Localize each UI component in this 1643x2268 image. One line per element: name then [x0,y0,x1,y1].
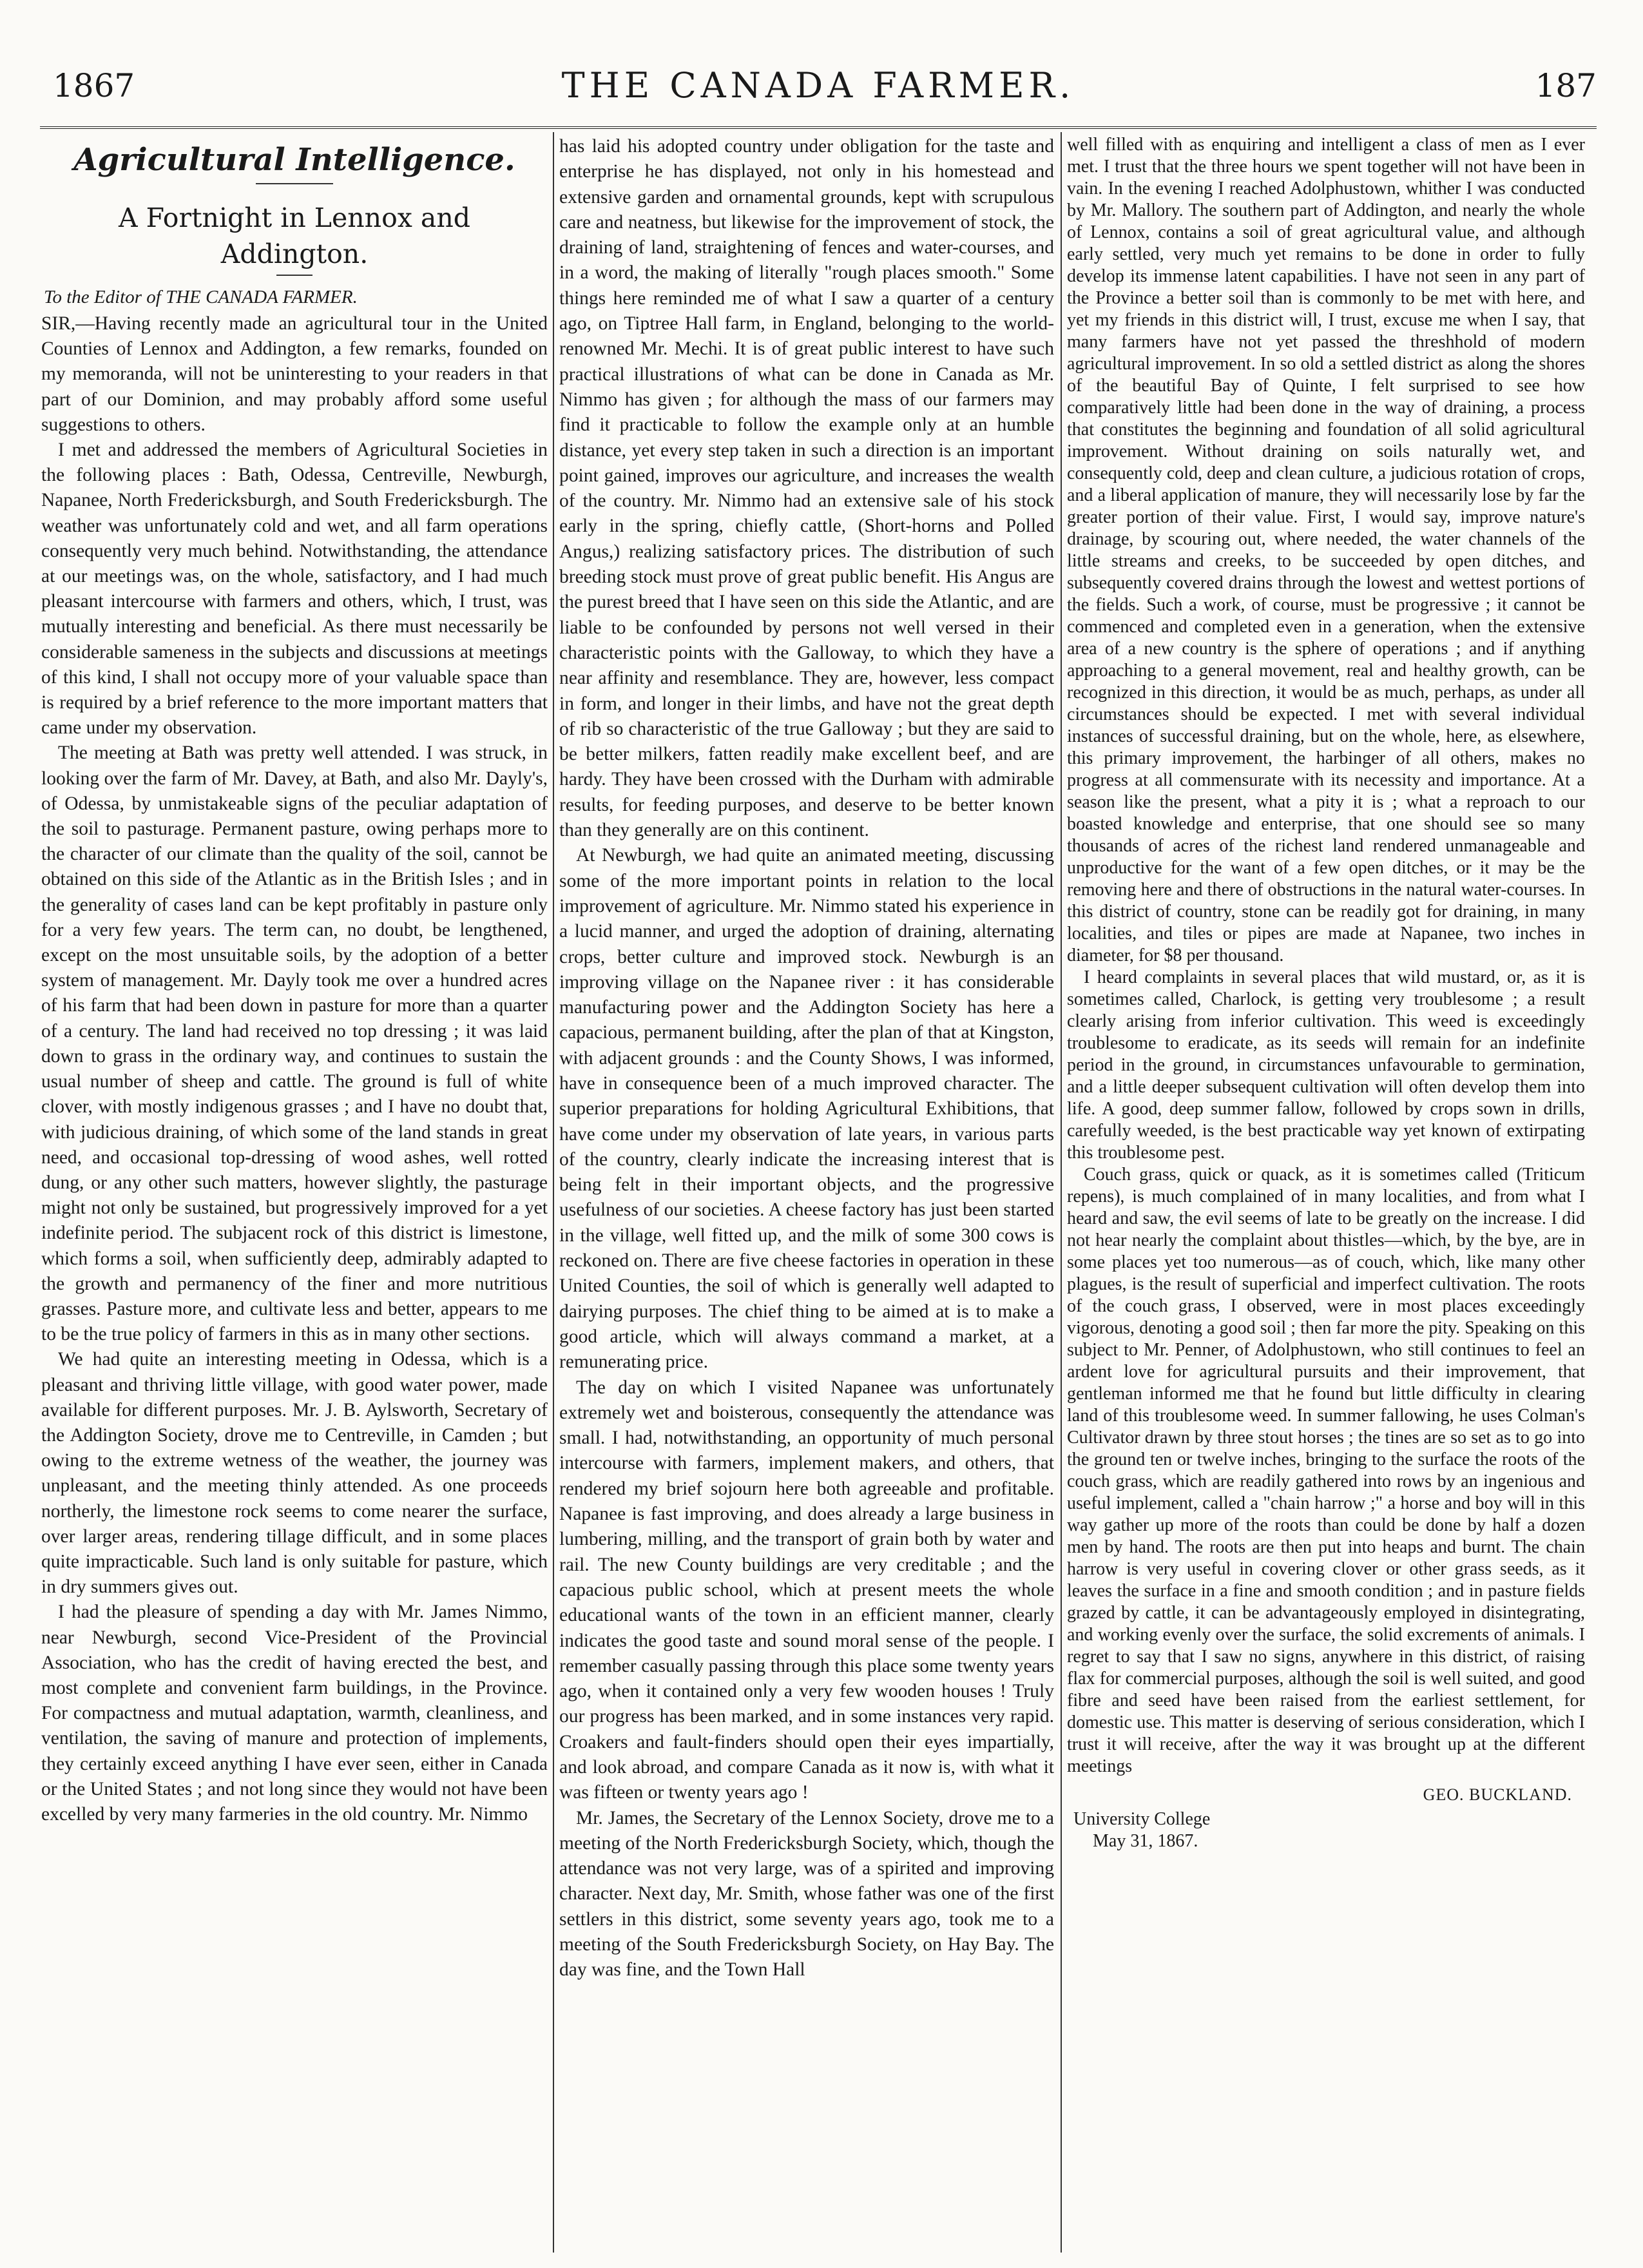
paragraph: I heard complaints in several places that wild mustard, or, as it is sometimes called, Charlock, is getting very troublesome ; a result clearly arising from inferior cultivation. This weed is exceedingly troublesome to eradicate, as its seeds will remain for an indefinite period in the ground, in circumstances unfavourable to germination, and a little deeper subsequent cultivation will often develop them into life. A good, deep summer fallow, followed by crops sown in drills, carefully weeded, is the best practicable way yet known of extirpating this troublesome pest. [1067,967,1585,1163]
page-header [40,61,1597,119]
paragraph: At Newburgh, we had quite an animated meeting, discussing some of the more important points in relation to the local improvement of agriculture. Mr. Nimmo stated his experience in a lucid manner, and urged the adoption of draining, alternating crops, better culture and improved stock. Newburgh is an improving village on the Napanee river : it has considerable manufacturing power and the Addington Society has here a capacious, permanent building, after the plan of that at Kingston, with adjacent grounds : and the County Shows, I was informed, have in consequence been of a much improved character. The superior preparations for holding Agricultural Exhibitions, that have come under my observation of late years, in various parts of the country, clearly indicate the increasing interest that is being felt in their important objects, and the progressive usefulness of our societies. A cheese factory has just been started in the village, well fitted up, and the milk of some 300 cows is reckoned on. There are five cheese factories in operation in these United Counties, the soil of which is generally well adapted to dairying purposes. The chief thing to be aimed at is to make a good article, which will always command a market, at a remunerating price. [559,845,1054,1373]
heading-rule [256,183,333,184]
paragraph: I met and addressed the members of Agricultural Societies in the following places : Bath, Odessa, Centreville, Newburgh, Napanee, North Fredericksburgh, and South Fredericksburgh. The weather was unfortunately cold and wet, and all farm operations consequently very much behind. Notwithstanding, the attendance at our meetings was, on the whole, satisfactory, and I had much pleasant intercourse with farmers and others, which, I trust, was mutually interesting and beneficial. As there must necessarily be considerable sameness in the subjects and discussions at meetings of this kind, I shall not occupy more of your valuable space than is required by a brief reference to the more important matters that came under my observation. [41,440,548,739]
column-2 [559,134,1054,2261]
paragraph: The meeting at Bath was pretty well attended. I was struck, in looking over the farm of Mr. Davey, at Bath, and also Mr. Dayly's, of Odessa, by unmistakeable signs of the peculiar adaptation of the soil to pasturage. Permanent pasture, owing perhaps more to the character of our climate than the quality of the soil, cannot be obtained on this side of the Atlantic as in the British Isles ; and in the generality of cases land can be kept profitably in pasture only for a very few years. The term can, no doubt, be lengthened, except on the most unsuitable soils, by the adoption of a better system of management. Mr. Dayly took me over a hundred acres of his farm that had been down in pasture for more than a quarter of a century. The land had received no top dressing ; it was laid down to grass in the ordinary way, and continues to sustain the usual number of sheep and cattle. The ground is full of white clover, with mostly indigenous grasses ; and I have no doubt that, with judicious draining, of which some of the land stands in great need, and occasional top-dressing of wood ashes, well rotted dung, or any other such matters, however slightly, the pasturage might not only be sustained, but progressively improved for a yet indefinite period. The subjacent rock of this district is limestone, which forms a soil, when sufficiently deep, admirably adapted to the growth and permanency of the finer and more nutritious grasses. Pasture more, and cultivate less and better, appears to me to be the true policy of farmers in this as in many other sections. [41,742,548,1345]
paragraph: SIR,—Having recently made an agricultural tour in the United Counties of Lennox and Addington, a few remarks, founded on my memoranda, will not be uninteresting to your readers in that part of our Dominion, and may probably afford some useful suggestions to others. [41,313,548,435]
column-3 [1067,134,1585,2261]
article-title: A Fortnight in Lennox and Addington. [118,202,471,269]
title-rule [276,275,312,276]
paragraph: I had the pleasure of spending a day with Mr. James Nimmo, near Newburgh, second Vice-President of the Provincial Association, who has the credit of having erected the best, and most complete and convenient farm buildings, in the Province. For compactness and mutual adaptation, warmth, cleanliness, and ventilation, the saving of manure and protection of implements, they certainly exceed anything I have ever seen, either in Canada or the United States ; and not long since they would not have been excelled by very many farmeries in the old country. Mr. Nimmo [41,1602,548,1825]
paragraph: Mr. James, the Secretary of the Lennox Society, drove me to a meeting of the North Fredericksburgh Society, which, though the attendance was not very large, was of a spirited and improving character. Next day, Mr. Smith, whose father was one of the first settlers in this district, some seventy years ago, took me to a meeting of the South Fredericksburgh Society, on Hay Bay. The day was fine, and the Town Hall [559,1807,1054,1981]
paragraph: has laid his adopted country under obligation for the taste and enterprise he has displayed, not only in his homestead and extensive garden and ornamental grounds, kept with scrupulous care and neatness, but likewise for the improvement of stock, the draining of land, straightening of fences and water-courses, and in a word, the making of literally "rough places smooth." Some things here reminded me of what I saw a quarter of a century ago, on Tiptree Hall farm, in England, belonging to the world-renowned Mr. Mechi. It is of great public interest to have such practical illustrations of what can be done in Canada as Mr. Nimmo has given ; for although the mass of our farmers may find it practicable to follow the example only at an humble distance, yet every step taken in such a direction is an important point gained, improves our agriculture, and increases the wealth of the country. Mr. Nimmo had an extensive sale of his stock early in the spring, chiefly cattle, (Short-horns and Polled Angus,) realizing satisfactory prices. The distribution of such breeding stock must prove of great public benefit. His Angus are the purest breed that I have seen on this side the Atlantic, and are liable to be confounded by persons not well versed in their characteristic points with the Galloway, to which they have a near affinity and resemblance. They are, however, less compact in form, and longer in their limbs, and have not the great depth of rib so characteristic of the true Galloway ; but they are said to be better milkers, fatten readily make excellent beef, and are hardy. They have been crossed with the Durham with admirable results, for feeding purposes, and deserve to be better known than they generally are on this continent. [559,136,1054,841]
paragraph: We had quite an interesting meeting in Odessa, which is a pleasant and thriving little village, with good water power, made available for different purposes. Mr. J. B. Aylsworth, Secretary of the Addington Society, drove me to Centreville, in Camden ; but owing to the extreme wetness of the weather, the journey was unpleasant, and the meeting thinly attended. As one proceeds northerly, the limestone rock seems to come nearer the surface, over larger areas, rendering tillage difficult, and in some places quite impracticable. Such land is only suitable for pasture, which in dry summers gives out. [41,1349,548,1598]
header-rule [40,126,1597,129]
masthead-title: THE CANADA FARMER. [561,65,1075,106]
dateline-place: University College [1073,1809,1211,1829]
column-1 [41,134,548,2261]
author-signature: GEO. BUCKLAND. [1423,1785,1572,1804]
paragraph: The day on which I visited Napanee was unfortunately extremely wet and boisterous, consequently the attendance was small. I had, notwithstanding, an opportunity of much personal intercourse with farmers, implement makers, and others, that rendered my brief sojourn here both agreeable and profitable. Napanee is fast improving, and does already a large business in lumbering, milling, and the transport of grain both by water and rail. The new County buildings are very creditable ; and the capacious public school, which at present meets the whole educational wants of the town in an efficient manner, clearly indicates the good taste and sound moral sense of the people. I remember casually passing through this place some twenty years ago, when it contained only a very few wooden houses ! Truly our progress has been marked, and in some instances very rapid. Croakers and fault-finders should open their eyes impartially, and look abroad, and compare Canada as it now is, with what it was fifteen or twenty years ago ! [559,1377,1054,1803]
paragraph: well filled with as enquiring and intelligent a class of men as I ever met. I trust that the three hours we spent together will not have been in vain. In the evening I reached Adolphustown, whither I was conducted by Mr. Mallory. The southern part of Addington, and nearly the whole of Lennox, contains a soil of great agricultural value, and although early settled, very much yet remains to be done in order to fully develop its immense latent capabilities. I have not seen in any part of the Province a better soil than is commonly to be met with here, and yet my friends in this district will, I trust, excuse me when I say, that many farmers have not yet passed the threshhold of modern agricultural improvement. In so old a settled district as along the shores of the beautiful Bay of Quinte, I felt surprised to see how comparatively little had been done in the way of draining, a process that constitutes the beginning and foundation of all solid agricultural improvement. Without draining on soils naturally wet, and consequently cold, deep and clean culture, a judicious rotation of crops, and a liberal application of manure, they will necessarily lose by far the greater portion of their value. First, I would say, improve nature's drainage, by scouring out, where needed, the water channels of the little streams and creeks, to be succeeded by open ditches, and subsequently covered drains through the lowest and wettest portions of the fields. Such a work, of course, must be progressive ; it cannot be commenced and completed even in a generation, when the extensive area of a new country is the sphere of operations ; and if anything approaching to a general movement, real and healthy growth, can be recognized in this direction, it would be as much, perhaps, as under all circumstances should be expected. I met with several individual instances of successful draining, but on the whole, here, as elsewhere, this primary improvement, the harbinger of all others, makes no progress at all commensurate with its necessity and importance. At a season like the present, what a pity it is ; what a reproach to our boasted knowledge and enterprise, that one should see so many thousands of acres of the richest land rendered unmanageable and unproductive for the want of a few open ditches, or it may be the removing here and there of obstructions in the natural water-courses. In this district of country, stone can be readily got for draining, in many localities, and tiles or pipes are made at Napanee, two inches in diameter, for $8 per thousand. [1067,135,1585,965]
header-year: 1867 [53,67,135,104]
page-number: 187 [1535,67,1597,104]
salutation: To the Editor of THE CANADA FARMER. [44,287,358,307]
column-divider [553,132,554,2253]
section-heading: Agricultural Intelligence. [73,142,515,178]
paragraph: Couch grass, quick or quack, as it is sometimes called (Triticum repens), is much complained of in many localities, and from what I heard and saw, the evil seems of late to be greatly on the increase. I did not hear nearly the complaint about thistles—which, by the bye, are in some places yet too numerous—as of couch, which, like many other plagues, is the result of superficial and imperfect cultivation. The roots of the couch grass, I observed, were in most places exceedingly vigorous, denoting a good soil ; then far more the pity. Speaking on this subject to Mr. Penner, of Adolphustown, who still continues to feel an ardent love for agricultural pursuits and their improvement, that gentleman informed me that he found but little difficulty in clearing land of this troublesome weed. In summer fallowing, he uses Colman's Cultivator drawn by three stout horses ; the tines are so set as to go into the ground ten or twelve inches, bringing to the surface the roots of the couch grass, which are readily gathered into rows by an ingenious and useful implement, called a "chain harrow ;" a horse and boy will in this way gather up more of the roots than could be done by half a dozen men by hand. The roots are then put into heaps and burnt. The chain harrow is very useful in covering clover or other grass seeds, as it leaves the surface in a fine and smooth condition ; and in pasture fields grazed by cattle, it can be advantageously employed in disintegrating, and working evenly over the surface, the solid excrements of animals. I regret to say that I saw no signs, anywhere in this district, of raising flax for commercial purposes, although the soil is well suited, and good fibre and seed have been raised from the earliest settlement, for domestic use. This matter is deserving of serious consideration, which I trust it will receive, after the way it was brought up at the different meetings [1067,1165,1585,1776]
dateline-date: May 31, 1867. [1093,1831,1198,1851]
column-divider [1061,132,1062,2253]
